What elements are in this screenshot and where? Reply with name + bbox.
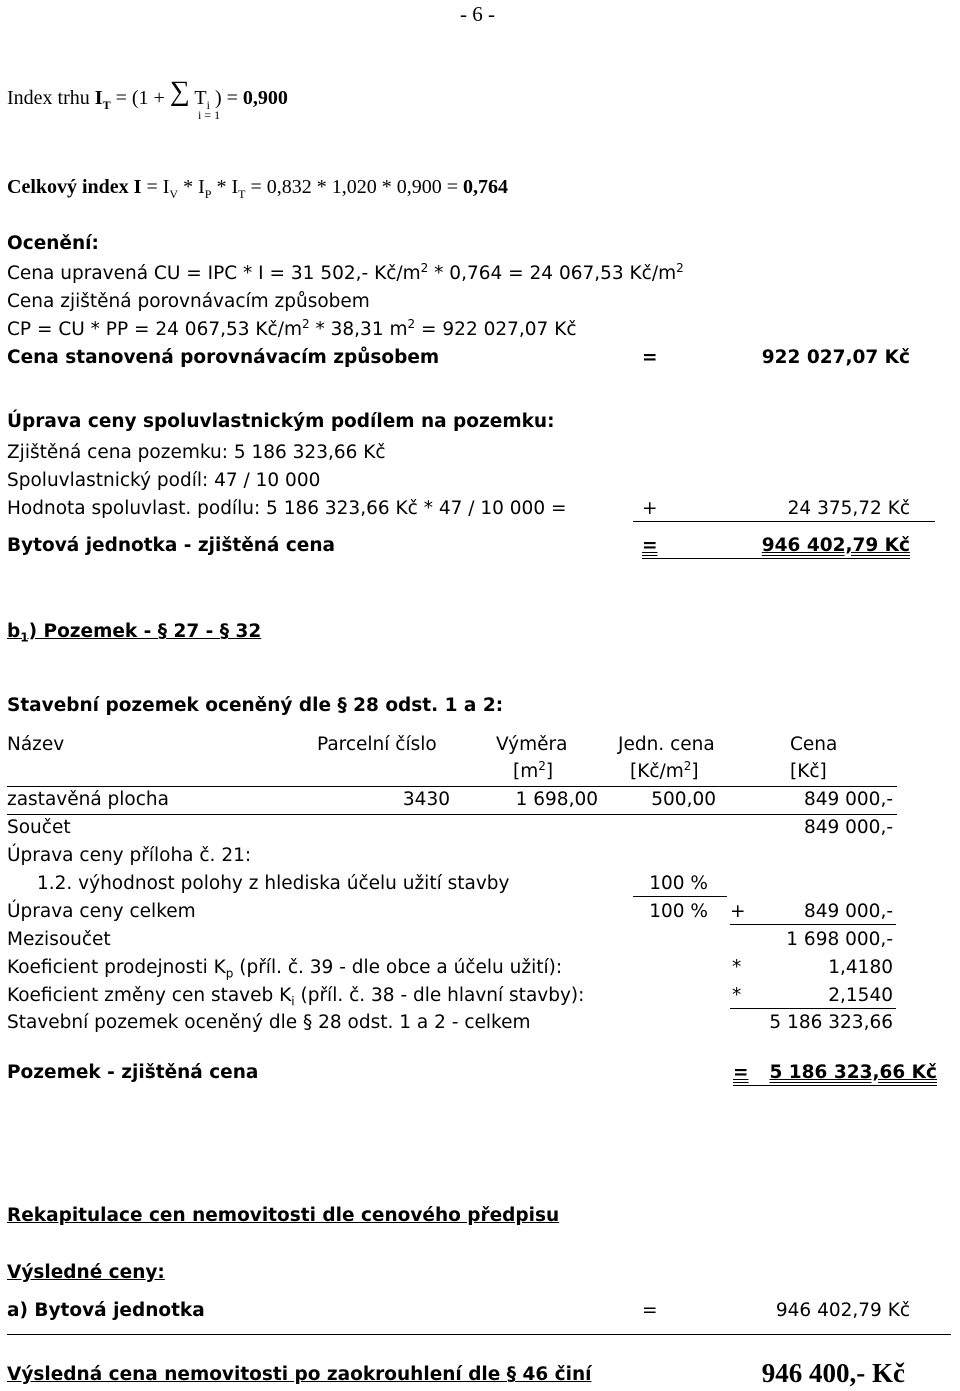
cena-stanovena-eq: = xyxy=(642,347,658,368)
uprava-line3-value: 24 375,72 Kč xyxy=(787,498,910,519)
col-header-cena: Cena xyxy=(790,734,838,755)
celkovy-index-P: P xyxy=(204,187,212,201)
unit-vymera-b: ] xyxy=(545,761,554,782)
index-trhu-T-sub: T xyxy=(102,98,111,112)
cena-stanovena-label: Cena stanovená porovnávacím způsobem xyxy=(7,347,440,368)
oceneni-line2: Cena zjištěná porovnávacím způsobem xyxy=(7,291,370,312)
index-trhu-line xyxy=(7,76,288,112)
cena-stanovena-value: 922 027,07 Kč xyxy=(761,347,910,368)
celkovy-index-star1: * I xyxy=(178,176,205,198)
uprava-heading: Úprava ceny spoluvlastnickým podílem na pozemku: xyxy=(7,411,555,432)
oceneni-line3-a: CP = CU * PP = 24 067,53 Kč/m xyxy=(7,319,302,340)
oceneni-line3-c: = 922 027,07 Kč xyxy=(415,319,577,340)
index-trhu-i-sub: i xyxy=(206,98,210,112)
celkovy-index-line xyxy=(7,176,509,201)
final-price-label: Výsledná cena nemovitosti po zaokrouhlení dle § 46 činí xyxy=(7,1364,592,1385)
ki-b: (příl. č. 38 - dle hlavní stavby): xyxy=(294,985,585,1006)
pozemek-result-eq: = xyxy=(733,1062,749,1083)
final-price-value: 946 400,- Kč xyxy=(761,1358,905,1388)
unit-jedn-a: [Kč/m xyxy=(630,761,684,782)
ki-a: Koeficient změny cen staveb K xyxy=(7,985,292,1006)
row-nazev: zastavěná plocha xyxy=(7,789,169,810)
pozemek-heading-a: b xyxy=(7,621,21,642)
bytova-jednotka-label: Bytová jednotka - zjištěná cena xyxy=(7,535,336,556)
celkovy-index-T: T xyxy=(238,187,246,201)
bytova-jednotka-value: 946 402,79 Kč xyxy=(761,535,910,556)
celkovy-index-label: Celkový index I xyxy=(7,176,142,198)
oceneni-line3-sup1: 2 xyxy=(301,316,310,331)
bytova-jednotka-underline xyxy=(642,558,910,559)
unit-jedn-b: ] xyxy=(691,761,699,782)
celkovy-index-V: V xyxy=(169,187,179,201)
index-trhu-Ti: T xyxy=(189,87,207,109)
oceneni-line3 xyxy=(7,316,577,340)
ki-value: 2,1540 xyxy=(828,985,893,1006)
uprava-line1: Zjištěná cena pozemku: 5 186 323,66 Kč xyxy=(7,442,386,463)
bytova-jednotka-recap-label: a) Bytová jednotka xyxy=(7,1300,205,1321)
vyhodnost-value: 100 % xyxy=(649,873,708,894)
mezisoucet-label: Mezisoučet xyxy=(7,929,111,950)
table-header-line xyxy=(7,786,897,787)
uprava-celkem-value: 849 000,- xyxy=(803,901,893,922)
kp-b: (příl. č. 39 - dle obce a účelu užití): xyxy=(233,957,563,978)
pozemek-heading-b: ) Pozemek - § 27 - § 32 xyxy=(28,621,262,642)
table-row-line xyxy=(7,814,897,815)
pozemek-result-value: 5 186 323,66 Kč xyxy=(769,1062,937,1083)
uprava-celkem-op: + xyxy=(730,901,746,922)
pozemek-subheading: Stavební pozemek oceněný dle § 28 odst. 1 a 2: xyxy=(7,695,504,716)
oceneni-line1-b: * 0,764 = 24 067,53 Kč/m xyxy=(428,263,677,284)
row-parcela: 3430 xyxy=(402,789,450,810)
kp-op: * xyxy=(732,957,742,978)
kp-value: 1,4180 xyxy=(828,957,893,978)
unit-jedn-cena xyxy=(630,758,699,782)
celkovy-index-eq1: = I xyxy=(141,176,170,198)
uprava-priloha-label: Úprava ceny příloha č. 21: xyxy=(7,845,252,866)
col-header-vymera: Výměra xyxy=(496,734,568,755)
bytova-jednotka-eq: = xyxy=(642,535,658,556)
oceneni-heading: Ocenění: xyxy=(7,233,99,254)
col-header-nazev: Název xyxy=(7,734,65,755)
koeficient-prodejnosti xyxy=(7,957,563,981)
index-trhu-eq: = (1 + xyxy=(110,87,170,109)
koeficient-line xyxy=(730,1008,896,1009)
pozemek-celkem-label: Stavební pozemek oceněný dle § 28 odst. 1 a 2 - celkem xyxy=(7,1012,531,1033)
uprava-celkem-line xyxy=(730,924,896,925)
koeficient-zmeny-cen xyxy=(7,985,585,1009)
unit-vymera xyxy=(513,758,554,782)
vyhodnost-line xyxy=(633,896,727,897)
unit-jedn-sup: 2 xyxy=(683,758,692,773)
recap-separator-line xyxy=(7,1334,951,1335)
pozemek-celkem-value: 5 186 323,66 xyxy=(769,1012,893,1033)
celkovy-index-star2: * I xyxy=(211,176,239,198)
index-trhu-rest: ) = xyxy=(209,87,243,109)
oceneni-line1-a: Cena upravená CU = IPC * I = 31 502,- Kč/m xyxy=(7,263,421,284)
soucet-label: Součet xyxy=(7,817,71,838)
pozemek-heading xyxy=(7,621,262,645)
celkovy-index-expr: = 0,832 * 1,020 * 0,900 = xyxy=(245,176,464,198)
uprava-line3: Hodnota spoluvlast. podílu: 5 186 323,66 Kč * 47 / 10 000 = xyxy=(7,498,567,519)
unit-vymera-a: [m xyxy=(513,761,539,782)
uprava-celkem-pct: 100 % xyxy=(649,901,708,922)
row-cena: 849 000,- xyxy=(803,789,893,810)
uprava-line2: Spoluvlastnický podíl: 47 / 10 000 xyxy=(7,470,321,491)
sum-symbol: ∑ xyxy=(169,76,190,107)
unit-cena: [Kč] xyxy=(790,761,827,782)
oceneni-line3-sup2: 2 xyxy=(407,316,416,331)
ki-op: * xyxy=(732,985,742,1006)
index-trhu-prefix: Index trhu xyxy=(7,87,95,109)
uprava-line3-op: + xyxy=(642,498,658,519)
vysledne-ceny-heading: Výsledné ceny: xyxy=(7,1262,165,1283)
uprava-sum-line xyxy=(633,521,935,522)
index-trhu-value: 0,900 xyxy=(242,87,288,109)
row-vymera: 1 698,00 xyxy=(515,789,598,810)
row-jedn-cena: 500,00 xyxy=(651,789,716,810)
bytova-jednotka-recap-eq: = xyxy=(642,1300,658,1321)
celkovy-index-value: 0,764 xyxy=(463,176,509,198)
col-header-jedn-cena: Jedn. cena xyxy=(618,734,715,755)
ki-sub: i xyxy=(291,994,295,1009)
oceneni-line1-sup1: 2 xyxy=(420,260,429,275)
mezisoucet-value: 1 698 000,- xyxy=(786,929,893,950)
bytova-jednotka-recap-value: 946 402,79 Kč xyxy=(775,1300,910,1321)
oceneni-line3-b: * 38,31 m xyxy=(309,319,408,340)
kp-sub: p xyxy=(225,966,234,981)
soucet-value: 849 000,- xyxy=(803,817,893,838)
page-number: - 6 - xyxy=(460,2,495,26)
vyhodnost-label: 1.2. výhodnost polohy z hlediska účelu užití stavby xyxy=(37,873,510,894)
pozemek-result-label: Pozemek - zjištěná cena xyxy=(7,1062,259,1083)
index-trhu-symbol: I xyxy=(94,87,103,109)
pozemek-result-underline xyxy=(733,1085,937,1086)
kp-a: Koeficient prodejnosti K xyxy=(7,957,226,978)
unit-vymera-sup: 2 xyxy=(538,758,546,773)
uprava-celkem-label: Úprava ceny celkem xyxy=(7,901,196,922)
sum-lower-bound: i = 1 xyxy=(198,108,221,122)
col-header-parcela: Parcelní číslo xyxy=(317,734,437,755)
oceneni-line1-sup2: 2 xyxy=(676,260,684,275)
rekapitulace-heading: Rekapitulace cen nemovitosti dle cenového předpisu xyxy=(7,1205,560,1226)
pozemek-heading-sub: 1 xyxy=(20,630,29,645)
oceneni-line1 xyxy=(7,260,684,284)
